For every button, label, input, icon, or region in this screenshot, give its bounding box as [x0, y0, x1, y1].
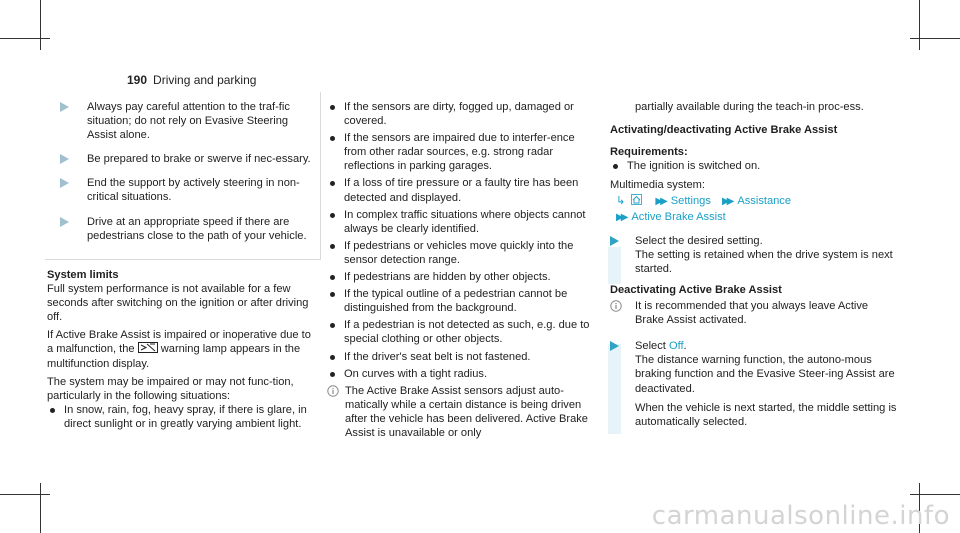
- step-arrow-icon: [60, 154, 69, 164]
- requirements-list: [610, 159, 900, 173]
- list-item: If the driver's seat belt is not fastened.: [327, 350, 599, 364]
- impaired-text: The system may be impaired or may not func-tion, particularly in the following situations:: [47, 375, 294, 402]
- step-select-off: Select Off. The distance warning function, the autono-mous braking function and the Evasive Steer-ing Assist are deactivated. When the vehicle is next started, the middle setting is automatically selected.: [610, 339, 900, 429]
- sensor-note-cont: partially available during the teach-in proc-ess.: [635, 101, 864, 113]
- crop-mark: [910, 38, 960, 39]
- warning-list: [47, 100, 315, 253]
- list-item: In complex traffic situations where objects cannot always be clearly identified.: [327, 208, 599, 236]
- list-item: If pedestrians are hidden by other objects.: [327, 270, 599, 284]
- activation-section: [610, 100, 900, 429]
- menu-active-brake-assist[interactable]: Active Brake Assist: [631, 210, 726, 223]
- menu-assistance[interactable]: Assistance: [737, 195, 792, 208]
- list-item: If the sensors are dirty, fogged up, damaged or covered.: [327, 100, 599, 128]
- system-limits-intro: Full system performance is not available for a few seconds after switching on the ignition or after driving off.: [47, 283, 309, 324]
- crop-mark: [40, 483, 41, 533]
- activating-heading: Activating/deactivating Active Brake Assist: [610, 124, 838, 137]
- situation-list: [327, 100, 599, 381]
- info-icon: [327, 385, 339, 397]
- chevron-right-icon: ▶▶: [721, 196, 732, 208]
- warning-item: Be prepared to brake or swerve if nec-essary.: [47, 152, 315, 166]
- option-off[interactable]: Off: [668, 340, 684, 353]
- watermark: carmanualsonline.info: [651, 501, 950, 531]
- list-item: If pedestrians or vehicles move quickly into the sensor detection range.: [327, 239, 599, 267]
- crop-mark: [919, 0, 920, 50]
- crop-mark: [40, 0, 41, 50]
- step-arrow-icon: [60, 217, 69, 227]
- deactivating-heading: Deactivating Active Brake Assist: [610, 283, 782, 296]
- section-title: Driving and parking: [153, 73, 257, 87]
- list-item: If a pedestrian is not detected as such, e.g. due to special clothing or other objects.: [327, 318, 599, 346]
- list-item: If a loss of tire pressure or a faulty tire has been detected and displayed.: [327, 176, 599, 204]
- list-item: In snow, rain, fog, heavy spray, if there is glare, in direct sunlight or in greatly varying ambient light.: [47, 403, 317, 431]
- step-arrow-icon: [60, 102, 69, 112]
- chevron-right-icon: ▶▶: [616, 211, 626, 223]
- crop-mark: [0, 38, 50, 39]
- step-arrow-icon: [60, 178, 69, 188]
- menu-path-2: [610, 210, 900, 225]
- requirements-label: Requirements:: [610, 146, 688, 159]
- situations-section: [327, 100, 599, 440]
- info-icon: [610, 300, 622, 312]
- step-arrow-icon: [610, 341, 619, 351]
- situation-list: [47, 403, 317, 431]
- warning-item: Always pay careful attention to the traf-fic situation; do not rely on Evasive Steering Assist alone.: [47, 100, 315, 142]
- menu-path: [610, 194, 900, 209]
- list-item: If the sensors are impaired due to interfer-ence from other radar sources, e.g. strong radar reflections in parking garages.: [327, 131, 599, 173]
- brake-assist-warning-icon: [138, 342, 158, 353]
- system-limits-section: [47, 268, 317, 431]
- sensor-note: The Active Brake Assist sensors adjust auto-matically while a certain distance is being driven after the vehicle has been delivered. Active Brake Assist is unavailable or only: [327, 384, 599, 440]
- multimedia-label: Multimedia system:: [610, 179, 705, 192]
- malfunction-text: If Active Brake Assist is impaired or inoperative due to a malfunction, the warning lamp appears in the multifunction display.: [47, 329, 311, 370]
- system-limits-heading: System limits: [47, 269, 119, 281]
- warning-item: Drive at an appropriate speed if there are pedestrians close to the path of your vehicle.: [47, 215, 315, 243]
- list-item: The ignition is switched on.: [610, 159, 900, 173]
- step-arrow-icon: [610, 236, 619, 246]
- recommendation-note: It is recommended that you always leave Active Brake Assist activated.: [610, 299, 900, 327]
- page-number: 190: [127, 73, 148, 87]
- menu-path-arrow-icon: ↳: [616, 195, 626, 208]
- chevron-right-icon: ▶▶: [655, 196, 665, 208]
- list-item: If the typical outline of a pedestrian cannot be distinguished from the background.: [327, 287, 599, 315]
- menu-settings[interactable]: Settings: [670, 195, 711, 208]
- crop-mark: [0, 494, 50, 495]
- page-header: [127, 73, 256, 87]
- crop-mark: [910, 494, 960, 495]
- warning-item: End the support by actively steering in non-critical situations.: [47, 176, 315, 204]
- step-select-setting: Select the desired setting. The setting is retained when the drive system is next started.: [610, 234, 900, 276]
- home-icon: [631, 194, 642, 205]
- list-item: On curves with a tight radius.: [327, 367, 599, 381]
